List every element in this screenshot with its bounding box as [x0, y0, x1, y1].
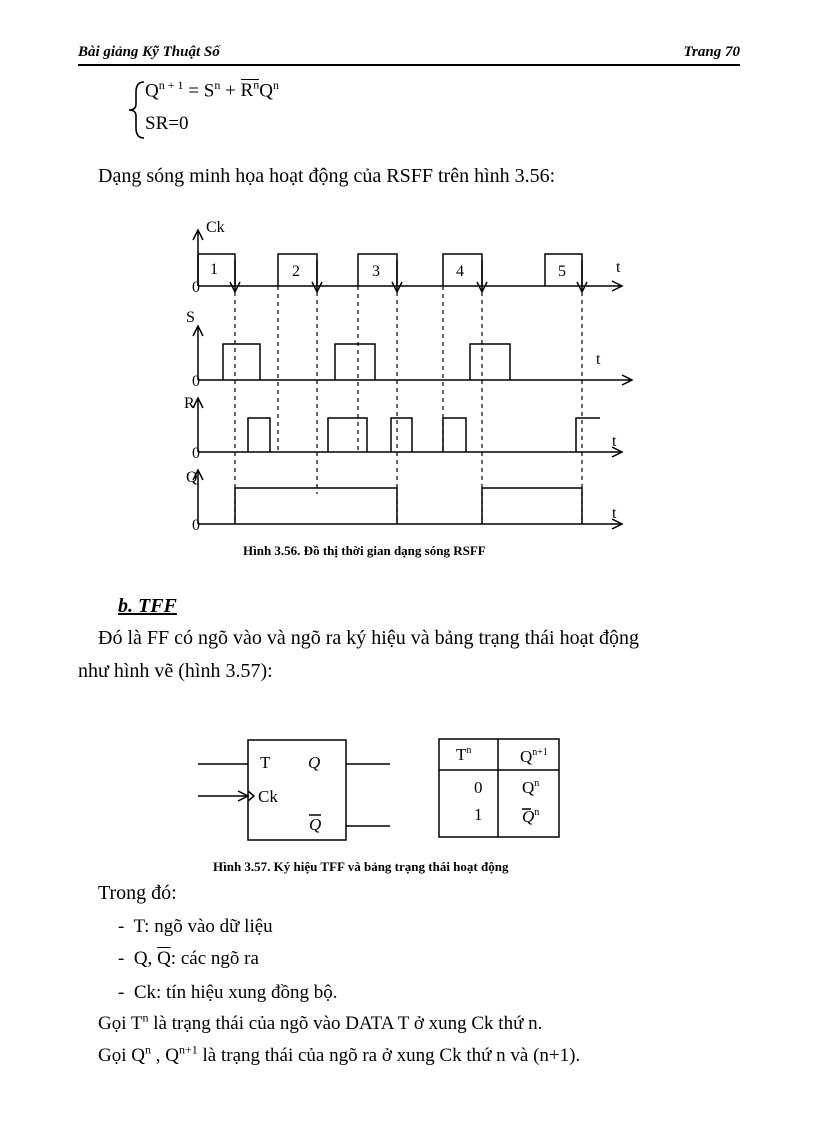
intro-text: Dạng sóng minh họa hoạt động của RSFF trên hình 3.56: [98, 165, 556, 187]
eq-s-sup: n [214, 78, 221, 92]
list-item: - T: ngõ vào dữ liệu [118, 916, 273, 937]
list-item: - Ck: tín hiệu xung đồng bộ. [118, 982, 338, 1003]
r-pulse-1 [248, 418, 270, 452]
q-high-1 [235, 488, 397, 524]
pulse-1-label: 1 [210, 261, 218, 278]
paragraph-line-1: Đó là FF có ngõ vào và ngõ ra ký hiệu và bảng trạng thái hoạt động [98, 627, 639, 649]
equation-line-1 [145, 78, 279, 102]
q-high-2 [482, 488, 582, 524]
table-row-1-q: $Q^n$ [522, 778, 540, 797]
ck-t-label: t [616, 259, 621, 276]
figure-3-57-caption: Hình 3.57. Ký hiệu TFF và bảng trạng thái hoạt động [213, 859, 509, 874]
eq-q2: Q [259, 80, 273, 102]
header-title: Bài giảng Kỹ Thuật Số [78, 44, 220, 60]
equation-brace [126, 80, 146, 140]
pulse-3-label: 3 [372, 263, 380, 280]
eq-q2-sup: n [272, 78, 279, 92]
rsff-waveform-diagram [180, 210, 640, 540]
r-pulse-4 [443, 418, 466, 452]
r-zero-label: 0 [192, 445, 200, 462]
s-pulse-1 [223, 344, 260, 380]
table-header-t: $T^n$ [456, 745, 472, 764]
q-zero-label: 0 [192, 517, 200, 534]
qn-definition-line: Gọi $Q^n$ , $Q^{n+1}$ là trạng thái của ngõ ra ở xung Ck thứ n và (n+1). [98, 1042, 581, 1066]
ck-zero-label: 0 [192, 279, 200, 296]
figure-3-56-caption: Hình 3.56. Đồ thị thời gian dạng sóng RSFF [243, 543, 486, 558]
list-item: - Q, $\overline{Q}$: các ngõ ra [118, 948, 259, 969]
r-t-label: t [612, 433, 617, 450]
tff-symbol [198, 738, 398, 846]
table-row-2-t: 1 [474, 805, 483, 824]
paragraph-line-2: như hình vẽ (hình 3.57): [78, 660, 273, 682]
r-label: R [184, 395, 195, 412]
tff-ck-label: Ck [258, 787, 278, 806]
q-t-label: t [612, 505, 617, 522]
table-row-1-t: 0 [474, 778, 483, 797]
eq-s: = S [183, 80, 215, 102]
eq-r-bar: R [240, 80, 254, 102]
eq-plus: + [220, 80, 241, 102]
s-label: S [186, 309, 195, 326]
r-pulse-3 [391, 418, 412, 452]
tff-qbar-label: Q [309, 815, 322, 834]
tff-q-label: Q [308, 753, 321, 772]
table-header-q: $Q^{n+1}$ [520, 747, 548, 766]
where-label: Trong đó: [98, 882, 177, 904]
r-pulse-2 [328, 418, 367, 452]
qbar-text: $\overline{Q}$ [157, 948, 171, 969]
pulse-5-label: 5 [558, 263, 566, 280]
tff-truth-table [438, 738, 563, 840]
eq-q: Q [145, 80, 159, 102]
s-pulse-3 [470, 344, 510, 380]
q-label: Q [186, 469, 198, 486]
tff-t-label: T [260, 753, 271, 772]
pulse-2-label: 2 [292, 263, 300, 280]
s-pulse-2 [335, 344, 375, 380]
s-zero-label: 0 [192, 373, 200, 390]
pulse-4-label: 4 [456, 263, 464, 280]
equation-line-2: SR=0 [145, 113, 189, 134]
ck-label: Ck [206, 219, 225, 236]
eq-q-sup: n + 1 [158, 78, 184, 92]
r-pulse-5 [576, 418, 600, 452]
table-row-2-q: $Q^n$ [522, 807, 540, 826]
eq-r-sup: n [253, 78, 260, 92]
header-rule [78, 64, 740, 66]
section-heading-tff: b. TFF [118, 595, 177, 617]
page-number: Trang 70 [683, 44, 740, 60]
tn-definition-line: Gọi $T^n$ là trạng thái của ngõ vào DATA T ở xung Ck thứ n. [98, 1010, 543, 1034]
s-t-label: t [596, 351, 601, 368]
